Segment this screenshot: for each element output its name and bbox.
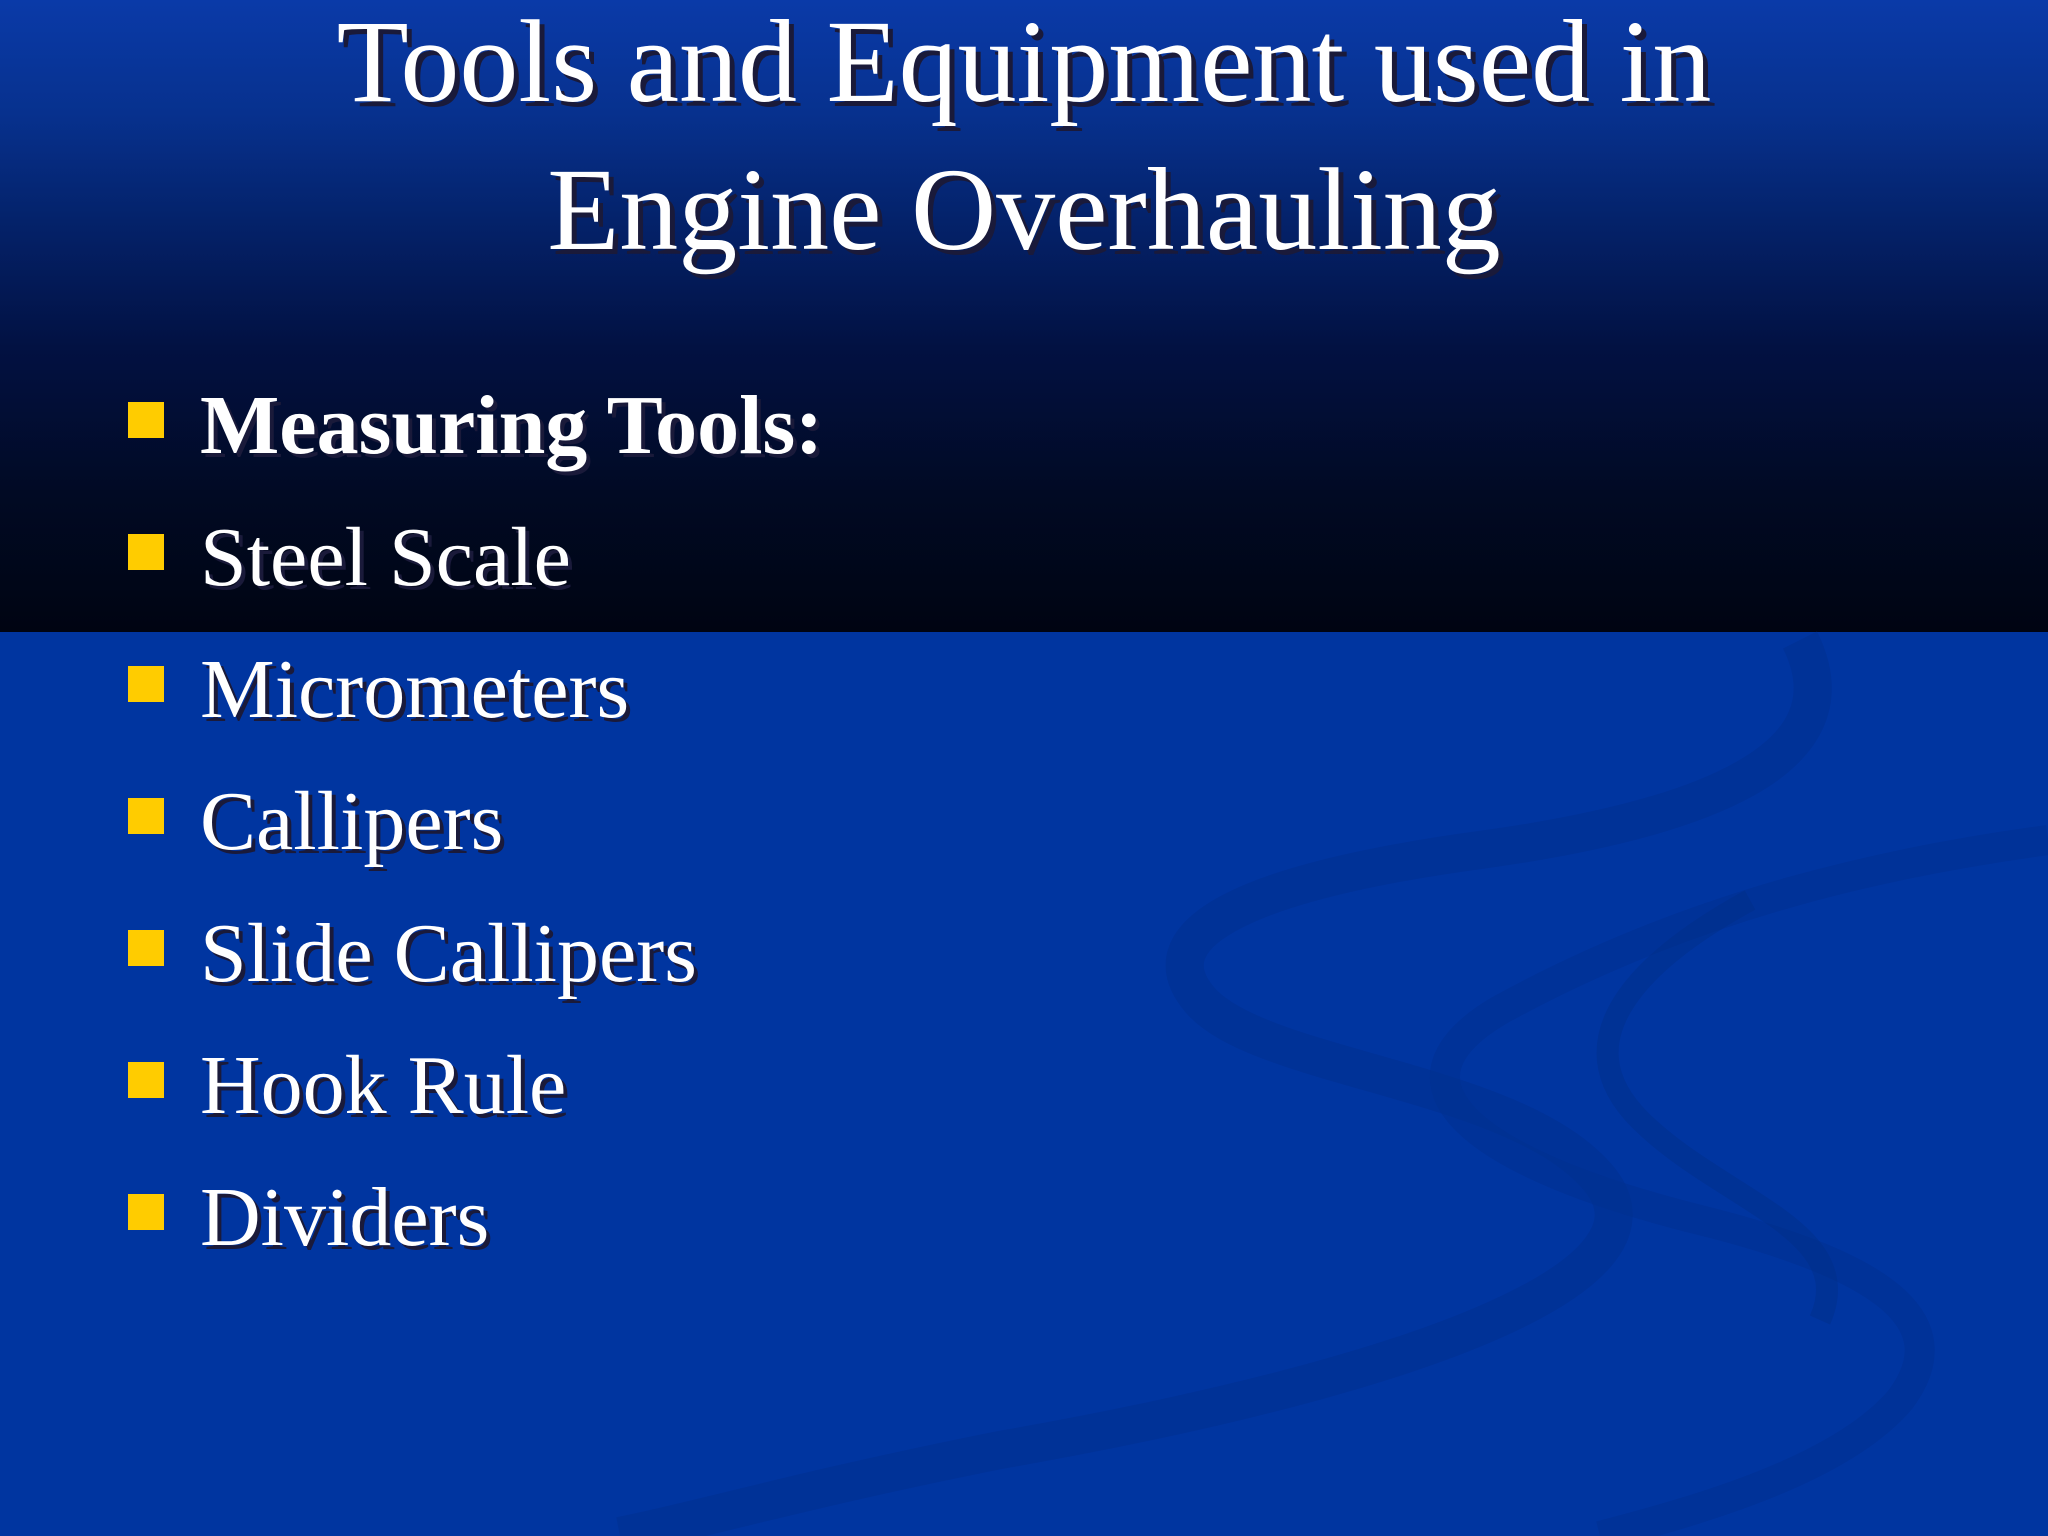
bullet-square-icon: [128, 798, 164, 834]
list-item-label: Hook Rule: [200, 1039, 567, 1132]
bullet-square-icon: [128, 666, 164, 702]
list-item-label: Dividers: [200, 1171, 490, 1264]
list-item-micrometers: [0, 624, 2048, 756]
list-item-label: Callipers: [200, 775, 504, 868]
list-item-hook-rule: [0, 1020, 2048, 1152]
list-item-callipers: [0, 756, 2048, 888]
list-item-label: Steel Scale: [200, 511, 571, 604]
list-item-slide-callipers: [0, 888, 2048, 1020]
bullet-square-icon: [128, 534, 164, 570]
bullet-square-icon: [128, 1062, 164, 1098]
bullet-square-icon: [128, 402, 164, 438]
list-item-label: Micrometers: [200, 643, 630, 736]
list-item-steel-scale: [0, 492, 2048, 624]
bullet-square-icon: [128, 1194, 164, 1230]
list-item-label: Slide Callipers: [200, 907, 697, 1000]
list-item-label: Measuring Tools:: [200, 379, 824, 472]
slide-title-line-1: Tools and Equipment used in: [336, 0, 1712, 127]
list-item-measuring-tools: [0, 360, 2048, 492]
bullet-square-icon: [128, 930, 164, 966]
slide-title: [0, 0, 2048, 284]
list-item-dividers: [0, 1152, 2048, 1284]
tools-bullet-list: [0, 360, 2048, 1284]
slide-title-line-2: Engine Overhauling: [547, 144, 1501, 275]
